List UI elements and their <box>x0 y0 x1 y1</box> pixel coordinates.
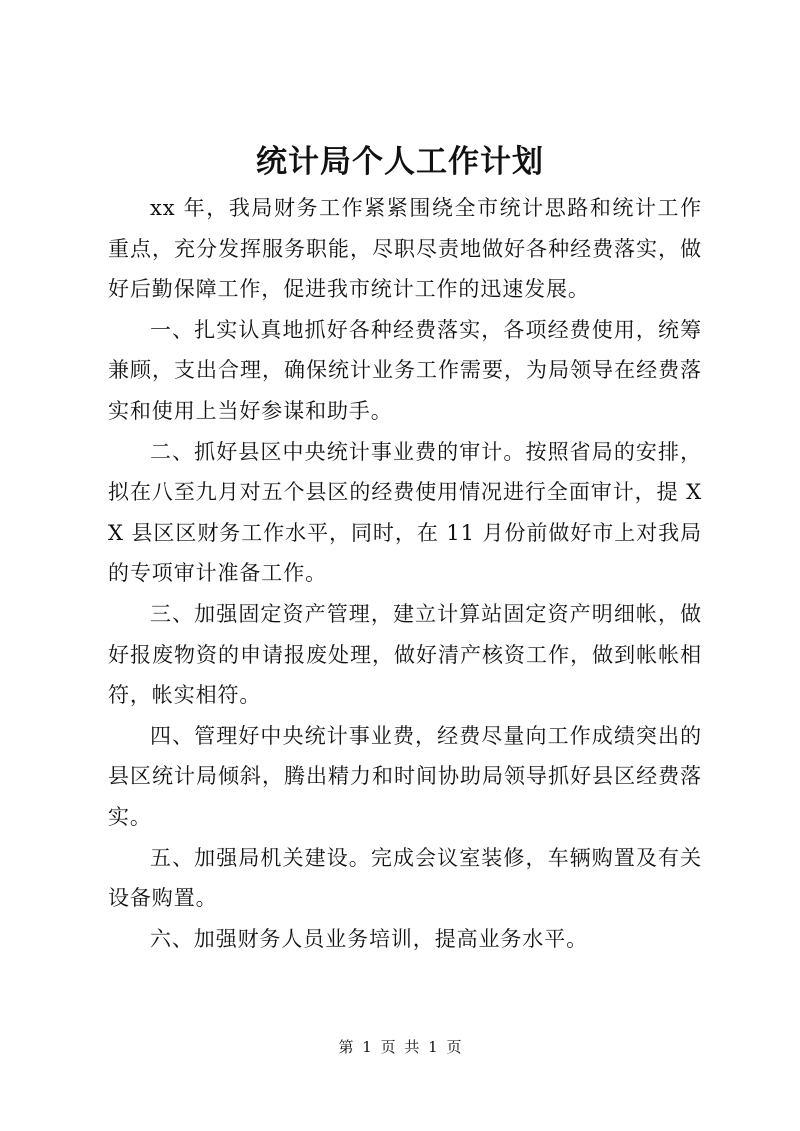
document-body <box>108 188 702 959</box>
paragraph-item-2: 二、抓好县区中央统计事业费的审计。按照省局的安排，拟在八至九月对五个县区的经费使用情况进行全面审计，提 XX 县区区财务工作水平，同时，在 11 月份前做好市上对我局的专项审计准备工作。 <box>108 439 702 586</box>
paragraph-item-6: 六、加强财务人员业务培训，提高业务水平。 <box>150 926 588 951</box>
paragraph-item-5: 五、加强局机关建设。完成会议室装修，车辆购置及有关设备购置。 <box>108 845 702 911</box>
intro-paragraph: xx 年，我局财务工作紧紧围绕全市统计思路和统计工作重点，充分发挥服务职能，尽职尽责地做好各种经费落实，做好后勤保障工作，促进我市统计工作的迅速发展。 <box>108 196 702 302</box>
paragraph-item-1: 一、扎实认真地抓好各种经费落实，各项经费使用，统筹兼顾，支出合理，确保统计业务工作需要，为局领导在经费落实和使用上当好参谋和助手。 <box>108 317 702 423</box>
page-footer: 第 1 页 共 1 页 <box>338 1038 462 1056</box>
document-title: 统计局个人工作计划 <box>256 144 544 180</box>
paragraph-item-4: 四、管理好中央统计事业费，经费尽量向工作成绩突出的县区统计局倾斜，腾出精力和时间协助局领导抓好县区经费落实。 <box>108 723 702 829</box>
paragraph-item-3: 三、加强固定资产管理，建立计算站固定资产明细帐，做好报废物资的申请报废处理，做好清产核资工作，做到帐帐相符，帐实相符。 <box>108 601 702 708</box>
